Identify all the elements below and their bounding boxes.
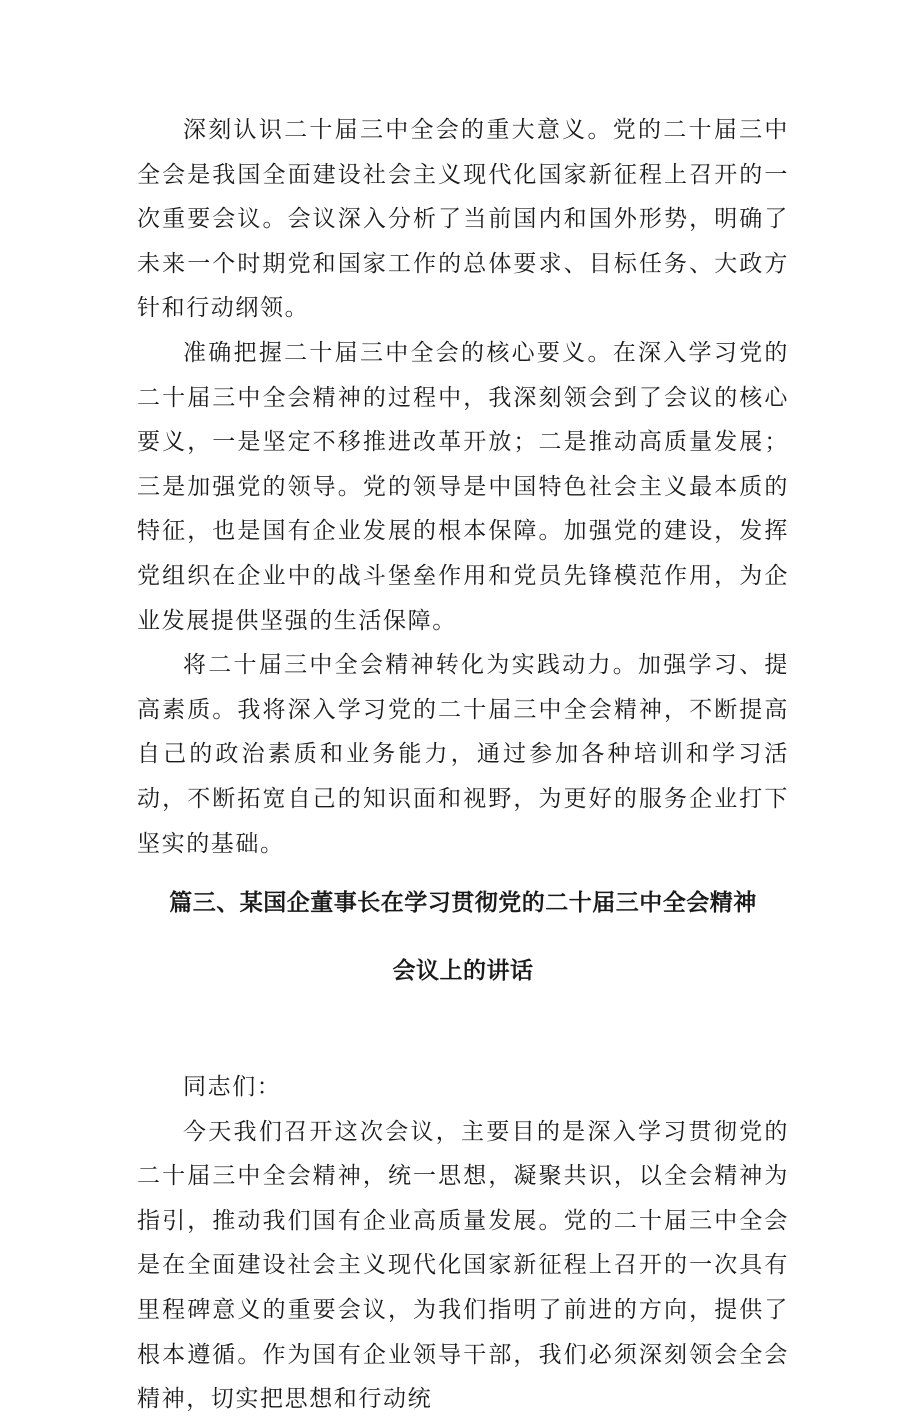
section-heading-line-2: 会议上的讲话 [392, 958, 534, 985]
paragraph-practice: 将二十届三中全会精神转化为实践动力。加强学习、提高素质。我将深入学习党的二十届三中全会精神，不断提高自己的政治素质和业务能力，通过参加各种培训和学习活动，不断拓宽自己的知识面和视野，为更好的服务企业打下坚实的基础。 [137, 652, 789, 857]
paragraph-significance: 深刻认识二十届三中全会的重大意义。党的二十届三中全会是我国全面建设社会主义现代化国家新征程上召开的一次重要会议。会议深入分析了当前国内和国外形势，明确了未来一个时期党和国家工作的总体要求、目标任务、大政方针和行动纲领。 [137, 117, 789, 322]
paragraph-speech-opening: 今天我们召开这次会议，主要目的是深入学习贯彻党的二十届三中全会精神，统一思想，凝聚共识，以全会精神为指引，推动我们国有企业高质量发展。党的二十届三中全会是在全面建设社会主义现代化国家新征程上召开的一次具有里程碑意义的重要会议，为我们指明了前进的方向，提供了根本遵循。作为国有企业领导干部，我们必须深刻领会全会精神，切实把思想和行动统 [137, 1118, 789, 1413]
salutation: 同志们： [183, 1074, 282, 1101]
paragraph-core-essence: 准确把握二十届三中全会的核心要义。在深入学习党的二十届三中全会精神的过程中，我深刻领会到了会议的核心要义，一是坚定不移推进改革开放；二是推动高质量发展；三是加强党的领导。党的领导是中国特色社会主义最本质的特征，也是国有企业发展的根本保障。加强党的建设，发挥党组织在企业中的战斗堡垒作用和党员先锋模范作用，为企业发展提供坚强的生活保障。 [137, 339, 789, 634]
document-body [137, 108, 789, 1422]
section-heading-line-1: 篇三、某国企董事长在学习贯彻党的二十届三中全会精神 [169, 890, 757, 917]
